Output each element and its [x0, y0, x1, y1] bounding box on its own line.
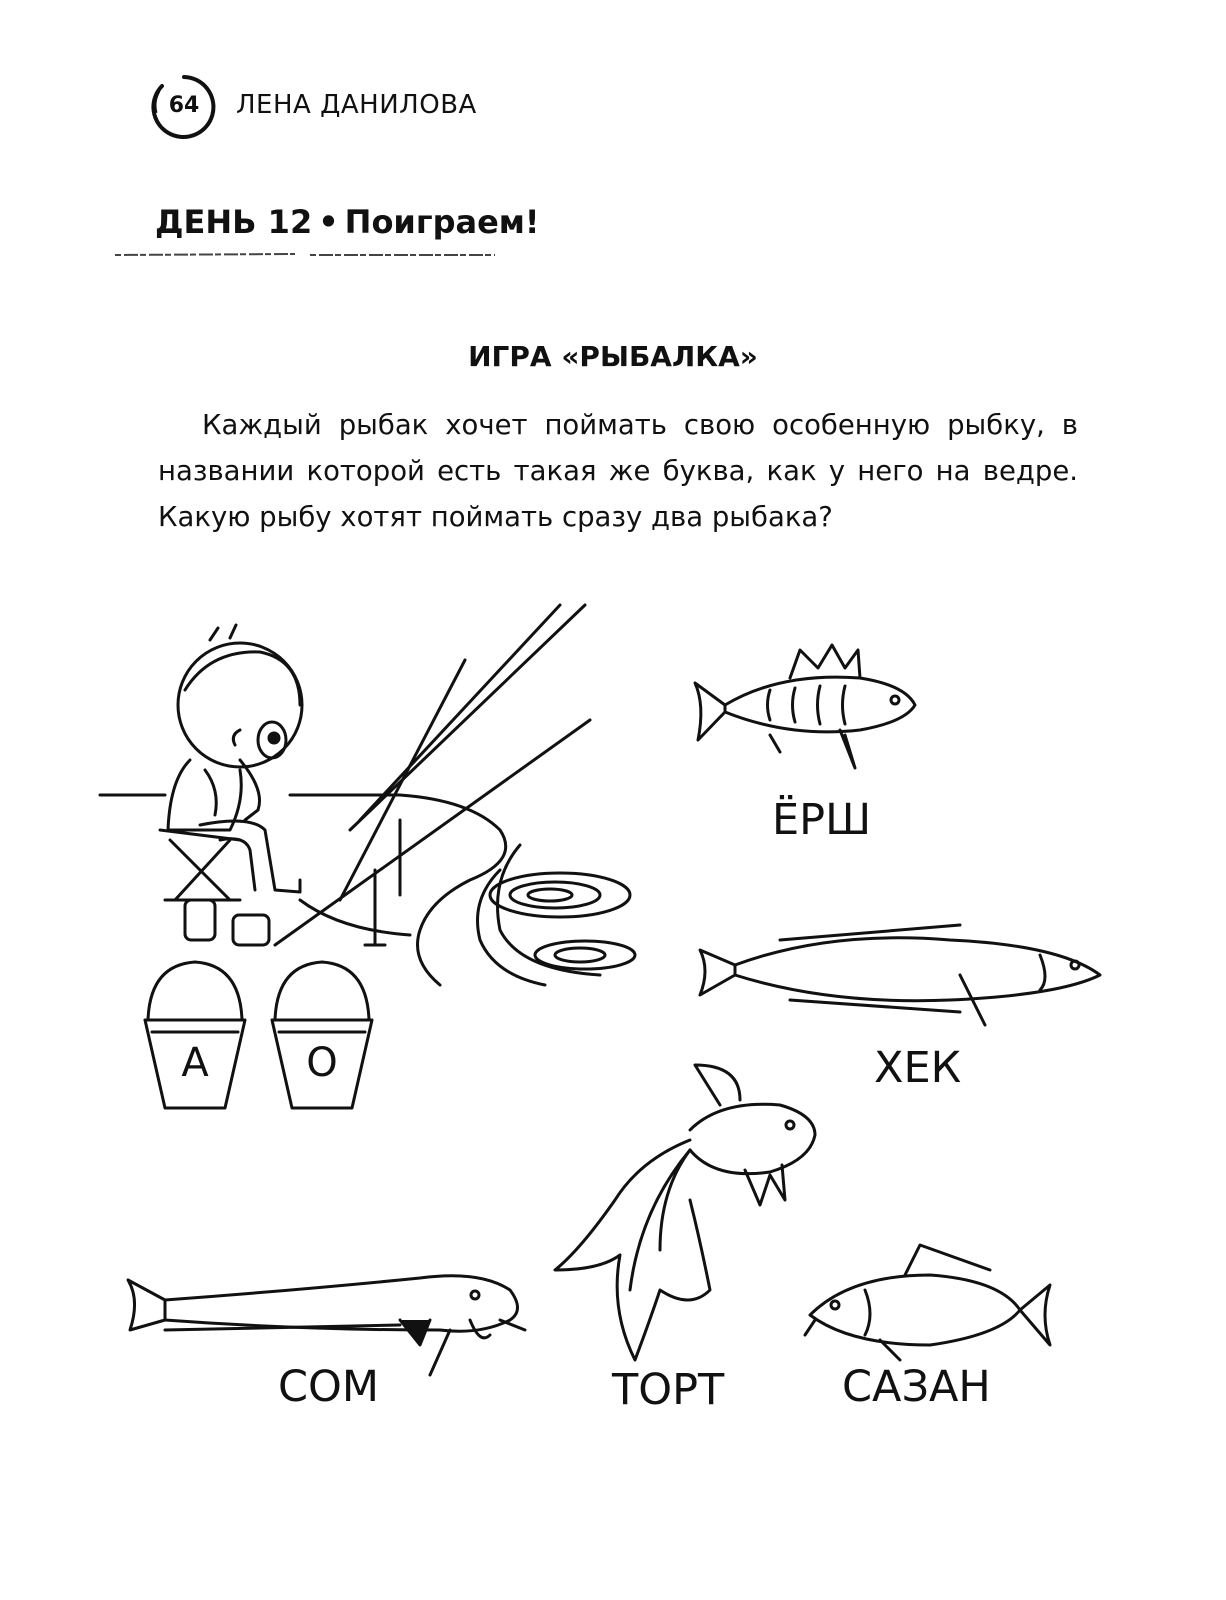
goldfish-icon	[555, 1065, 815, 1360]
game-title: ИГРА «РЫБАЛКА»	[468, 340, 758, 373]
game-instruction: Каждый рыбак хочет поймать свою особенную рыбку, в названии которой есть такая же буква, как у него на ведре. Какую рыбу хотят поймать сразу два рыбака?	[158, 409, 1078, 533]
author-name: ЛЕНА ДАНИЛОВА	[236, 90, 477, 120]
bucket-o-icon	[272, 962, 372, 1108]
hake-icon	[700, 925, 1100, 1025]
catfish-icon	[128, 1276, 525, 1375]
page-number: 64	[168, 93, 200, 118]
fish-label-hake: ХЕК	[874, 1043, 962, 1093]
day-label: ДЕНЬ 12	[155, 203, 313, 241]
day-separator: •	[318, 203, 339, 241]
fish-label-ruffe: ЁРШ	[772, 795, 872, 845]
carp-icon	[805, 1245, 1050, 1360]
fish-label-carp: САЗАН	[842, 1362, 991, 1412]
fish-label-goldfish: ТОРТ	[612, 1365, 725, 1415]
fish-label-catfish: СОМ	[278, 1362, 379, 1412]
bucket-a-icon	[145, 962, 245, 1108]
day-subtitle: Поиграем!	[344, 203, 540, 241]
bucket-letter-a: А	[181, 1040, 209, 1086]
bucket-letter-o: О	[306, 1040, 338, 1086]
ruffe-icon	[695, 645, 915, 768]
boy-fishing-icon	[100, 605, 635, 985]
